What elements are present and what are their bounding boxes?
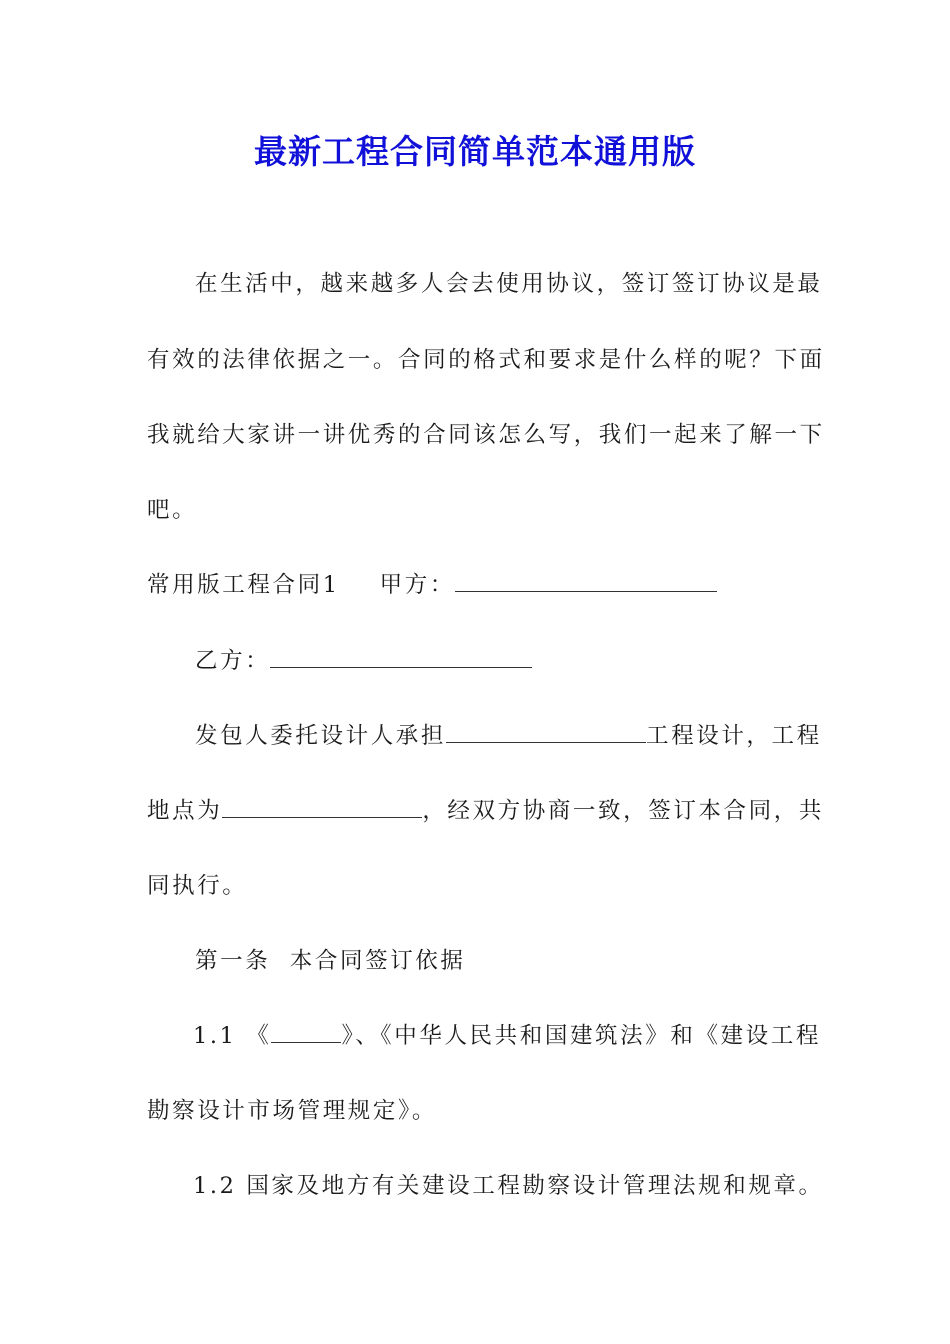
intro-line-1: 在生活中，越来越多人会去使用协议，签订签订协议是最: [195, 271, 823, 297]
clause-1-1-start: 1.1 《: [193, 1023, 272, 1049]
party-b-label: 乙方：: [195, 648, 271, 674]
commission-suffix: 工程设计，工程: [646, 723, 822, 749]
clause-1-1-end: 勘察设计市场管理规定》。: [147, 1098, 437, 1124]
party-b-row: [195, 645, 532, 677]
clause-1-2: 1.2 国家及地方有关建设工程勘察设计管理法规和规章。: [193, 1173, 824, 1199]
location-row: [147, 795, 824, 827]
commission-row: [195, 720, 822, 752]
commission-prefix: 发包人委托设计人承担: [195, 723, 447, 749]
project-name-blank: [446, 722, 646, 743]
location-prefix: 地点为: [147, 798, 223, 824]
intro-line-4: 吧。: [147, 497, 198, 523]
execute-line: 同执行。: [147, 873, 248, 899]
location-suffix: ，经双方协商一致，签订本合同，共: [422, 798, 824, 824]
document-title: 最新工程合同简单范本通用版: [254, 132, 696, 171]
party-a-label: 甲方：: [379, 572, 455, 598]
contract-heading: 常用版工程合同1: [147, 572, 340, 598]
party-a-blank: [455, 571, 717, 592]
regulation-blank: [271, 1022, 341, 1043]
article-1-heading: 第一条 本合同签订依据: [195, 948, 466, 974]
clause-1-1-row: [193, 1020, 821, 1052]
party-b-blank: [270, 647, 532, 668]
clause-1-1-middle: 》、《中华人民共和国建筑法》和《建设工程: [341, 1023, 821, 1049]
intro-line-2: 有效的法律依据之一。合同的格式和要求是什么样的呢？下面: [147, 347, 825, 373]
location-blank: [222, 797, 422, 818]
intro-line-3: 我就给大家讲一讲优秀的合同该怎么写，我们一起来了解一下: [147, 422, 825, 448]
contract-heading-row: [147, 569, 717, 601]
